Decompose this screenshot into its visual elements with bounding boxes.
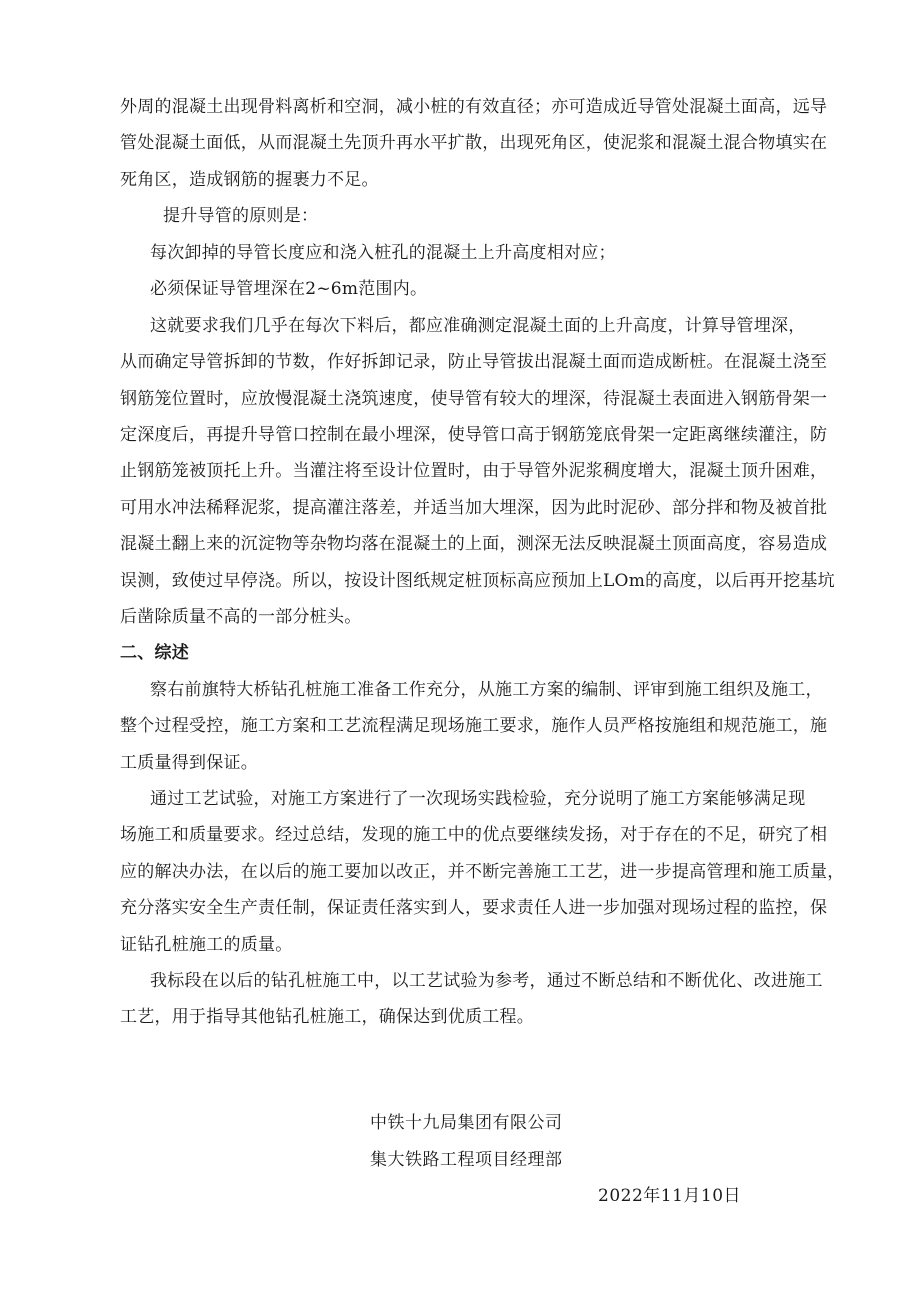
principle-item-2: 必须保证导管埋深在2~6m范围内。 xyxy=(150,279,428,299)
text-line: 定深度后，再提升导管口控制在最小埋深，使导管口高于钢筋笼底骨架一定距离继续灌注，防 xyxy=(120,425,828,445)
section-heading: 二、综述 xyxy=(120,643,189,663)
text-line: 后凿除质量不高的一部分桩头。 xyxy=(120,607,362,627)
text-line: 钢筋笼位置时，应放慢混凝土浇筑速度，使导管有较大的埋深，待混凝土表面进入钢筋骨架一 xyxy=(120,389,828,409)
text-line: 工质量得到保证。 xyxy=(120,753,258,773)
signature-date: 2022年11月10日 xyxy=(598,1186,742,1206)
text-line: 应的解决办法，在以后的施工要加以改正，并不断完善施工工艺，进一步提高管理和施工质量， xyxy=(120,862,845,882)
text-line: 场施工和质量要求。经过总结，发现的施工中的优点要继续发扬，对于存在的不足，研究了相 xyxy=(120,825,828,845)
department-name: 集大铁路工程项目经理部 xyxy=(370,1150,563,1170)
text-line: 误测，致使过早停浇。所以，按设计图纸规定桩顶标高应预加上LOm的高度，以后再开挖基坑 xyxy=(120,571,835,591)
text-line: 外周的混凝土出现骨料离析和空洞，减小桩的有效直径；亦可造成近导管处混凝土面高，远导 xyxy=(120,97,828,117)
principle-item-1: 每次卸掉的导管长度应和浇入桩孔的混凝土上升高度相对应； xyxy=(150,243,616,263)
principle-heading: 提升导管的原则是： xyxy=(163,206,319,226)
text-line: 止钢筋笼被顶托上升。当灌注将至设计位置时，由于导管外泥浆稠度增大，混凝土顶升困难， xyxy=(120,461,828,481)
text-line: 这就要求我们几乎在每次下料后，都应准确测定混凝土面的上升高度，计算导管埋深， xyxy=(150,316,806,336)
text-line: 察右前旗特大桥钻孔桩施工准备工作充分，从施工方案的编制、评审到施工组织及施工， xyxy=(150,680,823,700)
text-line: 工艺，用于指导其他钻孔桩施工，确保达到优质工程。 xyxy=(120,1007,534,1027)
text-line: 管处混凝土面低，从而混凝土先顶升再水平扩散，出现死角区，使泥浆和混凝土混合物填实在 xyxy=(120,133,828,153)
text-line: 我标段在以后的钻孔桩施工中，以工艺试验为参考，通过不断总结和不断优化、改进施工 xyxy=(150,971,823,991)
text-line: 证钻孔桩施工的质量。 xyxy=(120,935,293,955)
company-name: 中铁十九局集团有限公司 xyxy=(370,1113,563,1133)
text-line: 充分落实安全生产责任制，保证责任落实到人，要求责任人进一步加强对现场过程的监控，保 xyxy=(120,898,828,918)
text-line: 可用水冲法稀释泥浆，提高灌注落差，并适当加大埋深，因为此时泥砂、部分拌和物及被首批 xyxy=(120,498,828,518)
text-line: 通过工艺试验，对施工方案进行了一次现场实践检验，充分说明了施工方案能够满足现 xyxy=(150,789,806,809)
text-line: 死角区，造成钢筋的握裹力不足。 xyxy=(120,170,379,190)
text-line: 混凝土翻上来的沉淀物等杂物均落在混凝土的上面，测深无法反映混凝土顶面高度，容易造成 xyxy=(120,534,828,554)
text-line: 从而确定导管拆卸的节数，作好拆卸记录，防止导管拔出混凝土面而造成断桩。在混凝土浇至 xyxy=(120,352,828,372)
text-line: 整个过程受控，施工方案和工艺流程满足现场施工要求，施作人员严格按施组和规范施工，施 xyxy=(120,716,828,736)
